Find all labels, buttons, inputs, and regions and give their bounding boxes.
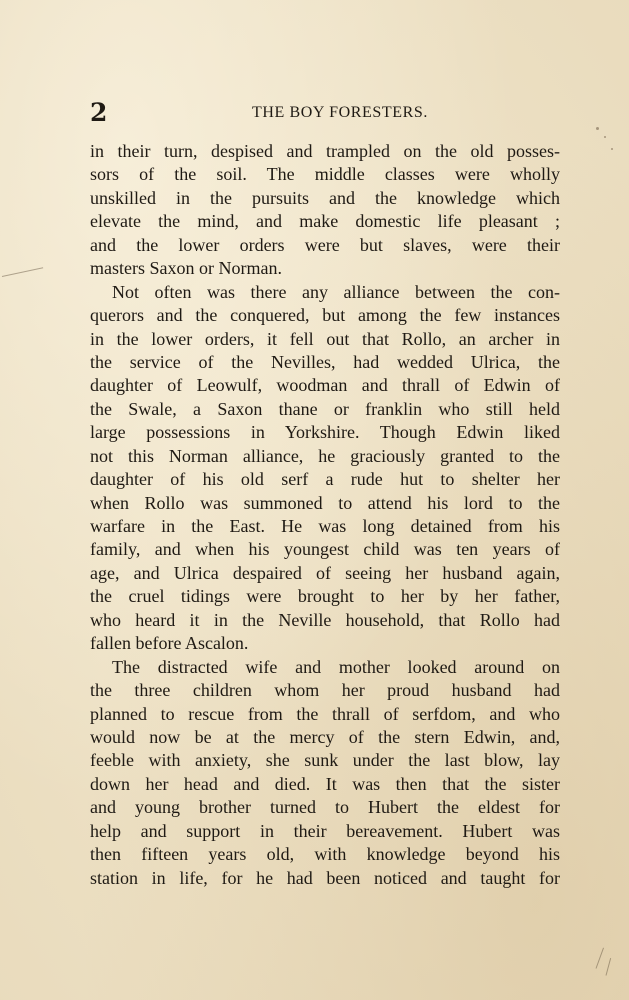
text-line: in their turn, despised and trampled on the old posses- [90, 141, 560, 161]
text-line: the three children whom her proud husband had [90, 680, 560, 701]
text-line: large possessions in Yorkshire. Though Edwin liked [90, 422, 560, 443]
text-line: when Rollo was summoned to attend his lord to the [90, 492, 560, 513]
text-line: elevate the mind, and make domestic life pleasant ; [90, 211, 560, 232]
text-line: feeble with anxiety, she sunk under the last blow, lay [90, 750, 560, 771]
text-line: the service of the Nevilles, had wedded Ulrica, the [90, 351, 560, 372]
paper-crease [2, 267, 43, 277]
text-line: age, and Ulrica despaired of seeing her husband again, [90, 562, 560, 583]
paper-crease [596, 948, 604, 969]
text-line: Not often was there any alliance between the con- [112, 281, 560, 302]
text-line: family, and when his youngest child was ten years of [90, 539, 560, 560]
text-line: The distracted wife and mother looked around on [112, 656, 560, 677]
text-line: help and support in their bereavement. Hubert was [90, 820, 560, 841]
paper-speck [611, 148, 613, 150]
text-line: not this Norman alliance, he graciously granted to the [90, 445, 560, 466]
text-line: fallen before Ascalon. [90, 633, 249, 654]
paper-speck [596, 127, 599, 130]
text-line: down her head and died. It was then that the sister [90, 773, 560, 794]
text-line: would now be at the mercy of the stern Edwin, and, [90, 726, 560, 747]
page-number: 2 [90, 98, 108, 127]
text-line: querors and the conquered, but among the few instances [90, 305, 560, 326]
running-head [90, 98, 560, 128]
text-line: who heard it in the Neville household, that Rollo had [90, 609, 560, 630]
text-line: daughter of Leowulf, woodman and thrall of Edwin of [90, 375, 560, 396]
text-line: and young brother turned to Hubert the eldest for [90, 797, 560, 818]
body-text [90, 140, 560, 890]
text-line: sors of the soil. The middle classes were wholly [90, 164, 560, 185]
running-title: THE BOY FORESTERS. [251, 104, 428, 121]
text-line: the cruel tidings were brought to her by her father, [90, 586, 560, 607]
text-line: masters Saxon or Norman. [90, 258, 282, 279]
text-line: warfare in the East. He was long detained from his [90, 516, 560, 536]
text-line: station in life, for he had been noticed and taught for [90, 867, 560, 888]
text-line: planned to rescue from the thrall of serfdom, and who [90, 703, 560, 724]
paper-crease [606, 958, 612, 976]
text-line: unskilled in the pursuits and the knowledge which [90, 187, 560, 208]
text-line: then fifteen years old, with knowledge beyond his [90, 844, 560, 865]
paper-speck [604, 136, 606, 138]
text-line: and the lower orders were but slaves, were their [90, 234, 560, 255]
text-line: daughter of his old serf a rude hut to shelter her [90, 469, 560, 490]
text-line: in the lower orders, it fell out that Rollo, an archer in [90, 328, 560, 349]
text-line: the Swale, a Saxon thane or franklin who still held [90, 398, 560, 419]
